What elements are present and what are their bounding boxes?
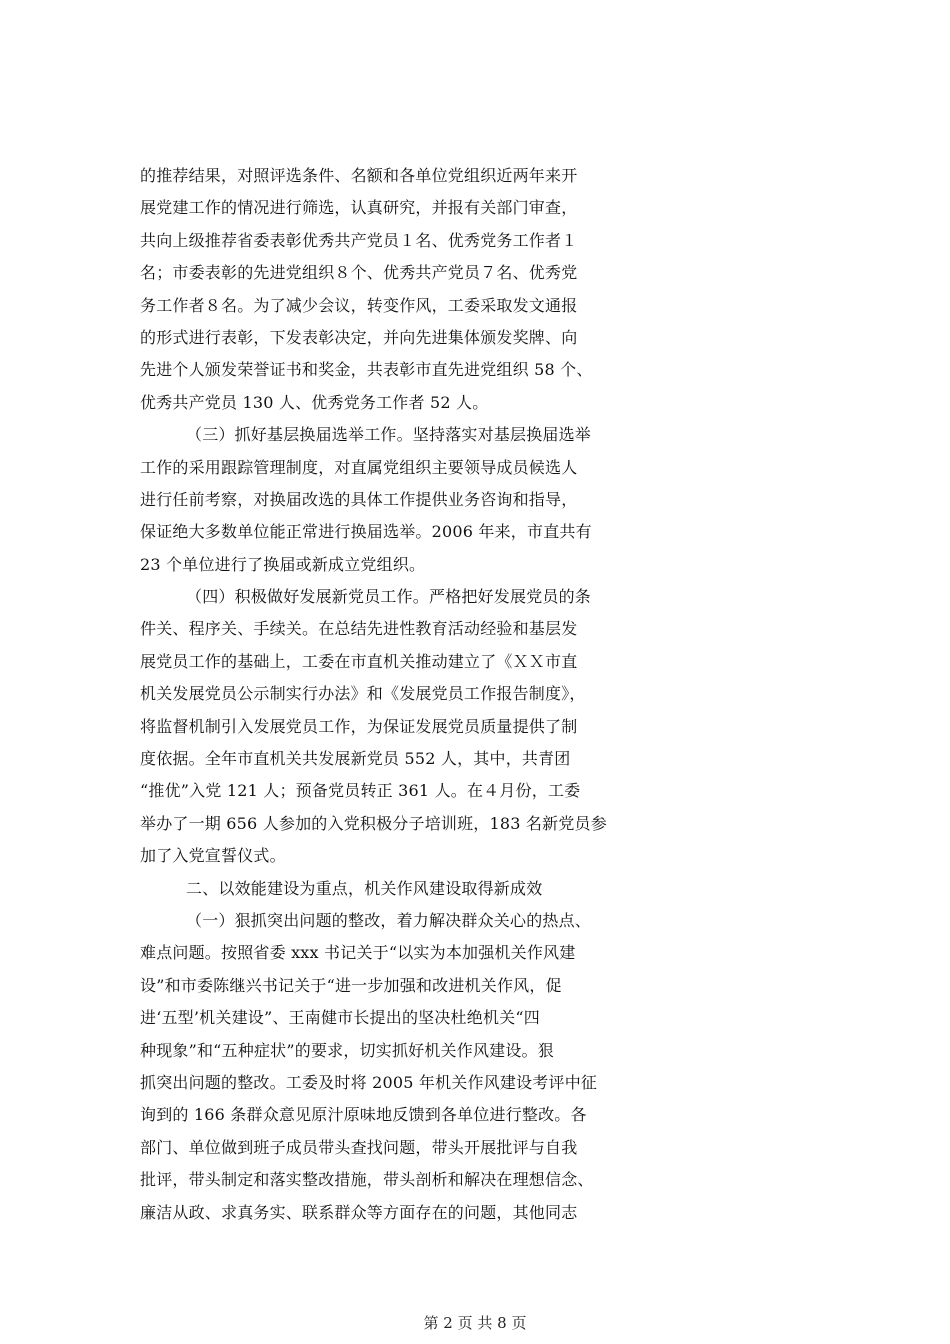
text-line: 廉洁从政、求真务实、联系群众等方面存在的问题，其他同志	[140, 1202, 578, 1222]
body-text	[140, 160, 840, 1229]
text-line: 共向上级推荐省委表彰优秀共产党员１名、优秀党务工作者１	[140, 230, 578, 250]
text-line: 度依据。全年市直机关共发展新党员 552 人，其中，共青团	[140, 749, 571, 769]
text-line: 优秀共产党员 130 人、优秀党务工作者 52 人。	[140, 392, 489, 412]
text-line: 进‘五型’机关建设”、王南健市长提出的坚决杜绝机关“四	[140, 1008, 540, 1028]
text-line: 机关发展党员公示制实行办法》和《发展党员工作报告制度》，	[140, 684, 586, 704]
text-line: 批评，带头制定和落实整改措施，带头剖析和解决在理想信念、	[140, 1170, 594, 1190]
text-line: 举办了一期 656 人参加的入党积极分子培训班，183 名新党员参	[140, 813, 607, 833]
text-line: 的形式进行表彰，下发表彰决定，并向先进集体颁发奖牌、向	[140, 327, 578, 347]
text-line: 名；市委表彰的先进党组织８个、优秀共产党员７名、优秀党	[140, 263, 578, 283]
text-line: 先进个人颁发荣誉证书和奖金，共表彰市直先进党组织 58 个、	[140, 360, 593, 380]
text-line: （三）抓好基层换届选举工作。坚持落实对基层换届选举	[186, 425, 592, 445]
text-line: 难点问题。按照省委 xxx 书记关于“以实为本加强机关作风建	[140, 943, 576, 963]
text-line: 的推荐结果，对照评选条件、名额和各单位党组织近两年来开	[140, 166, 578, 185]
text-line: 务工作者８名。为了减少会议，转变作风，工委采取发文通报	[140, 295, 578, 315]
text-line: 23 个单位进行了换届或新成立党组织。	[140, 554, 426, 574]
text-line: 抓突出问题的整改。工委及时将 2005 年机关作风建设考评中征	[140, 1072, 598, 1092]
text-line: 进行任前考察，对换届改选的具体工作提供业务咨询和指导，	[140, 489, 578, 509]
text-line: 工作的采用跟踪管理制度，对直属党组织主要领导成员候选人	[140, 457, 578, 477]
text-line: 加了入党宣誓仪式。	[140, 846, 286, 866]
text-line: 展党员工作的基础上，工委在市直机关推动建立了《ＸＸ市直	[140, 651, 578, 671]
text-line: 二、以效能建设为重点，机关作风建设取得新成效	[186, 878, 543, 898]
text-line: 件关、程序关、手续关。在总结先进性教育活动经验和基层发	[140, 619, 578, 639]
text-line: （四）积极做好发展新党员工作。严格把好发展党员的条	[186, 587, 592, 607]
text-line: （一）狠抓突出问题的整改，着力解决群众关心的热点、	[186, 910, 592, 930]
text-line: 保证绝大多数单位能正常进行换届选举。2006 年来，市直共有	[140, 522, 592, 542]
text-line: 询到的 166 条群众意见原汁原味地反馈到各单位进行整改。各	[140, 1105, 587, 1125]
page-footer: 第 2 页 共 8 页	[423, 1314, 527, 1332]
text-line: 设”和市委陈继兴书记关于“进一步加强和改进机关作风，促	[140, 975, 562, 995]
text-line: 种现象”和“五种症状”的要求，切实抓好机关作风建设。狠	[140, 1040, 554, 1060]
text-line: “推优”入党 121 人；预备党员转正 361 人。在４月份，工委	[140, 781, 581, 801]
text-line: 展党建工作的情况进行筛选，认真研究，并报有关部门审查，	[140, 198, 578, 218]
text-line: 将监督机制引入发展党员工作，为保证发展党员质量提供了制	[140, 716, 578, 736]
text-line: 部门、单位做到班子成员带头查找问题，带头开展批评与自我	[140, 1137, 578, 1157]
